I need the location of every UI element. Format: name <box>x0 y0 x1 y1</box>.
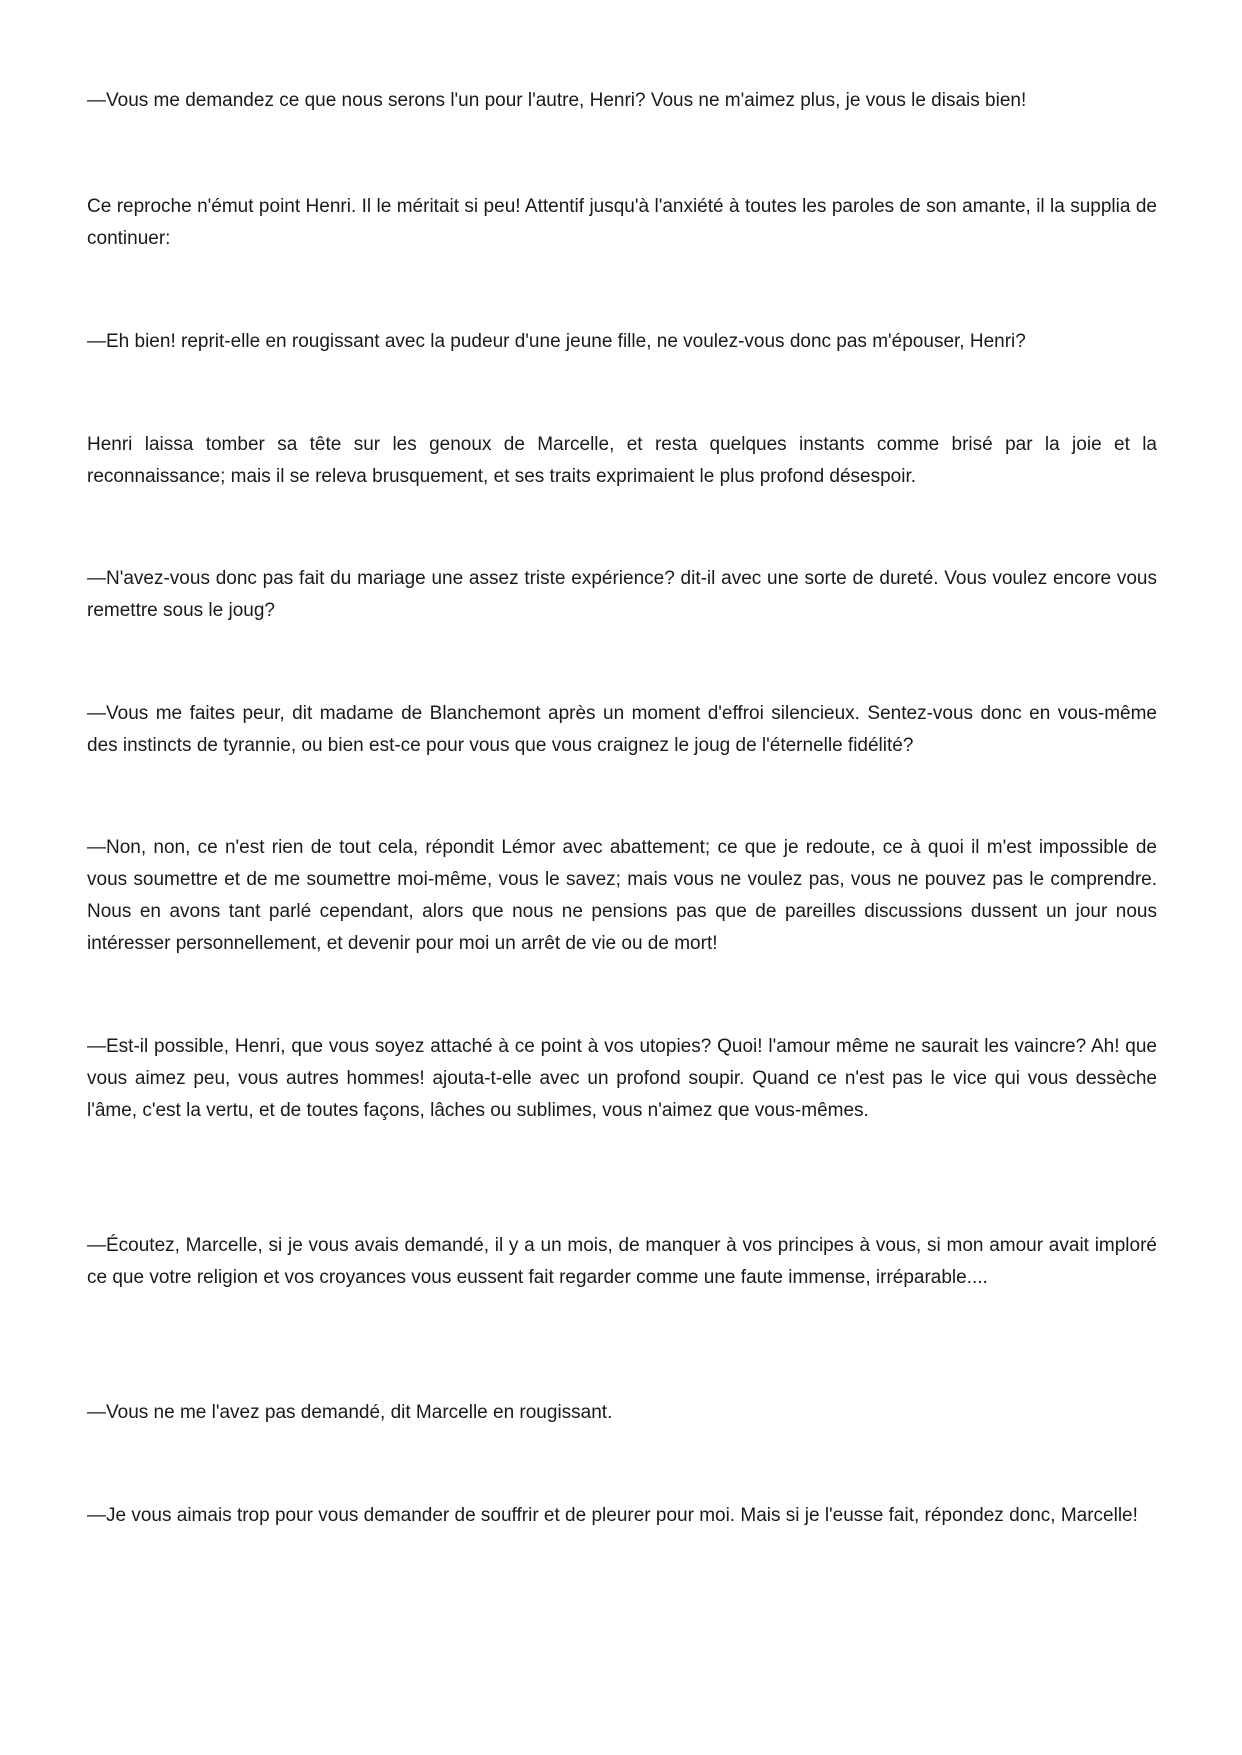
paragraph-3: —Eh bien! reprit-elle en rougissant avec la pudeur d'une jeune fille, ne voulez-vous donc pas m'épouser, Henri? <box>87 331 1026 352</box>
paragraph-6: —Vous me faites peur, dit madame de Blanchemont après un moment d'effroi silencieux. Sentez-vous donc en vous-même des instincts de tyrannie, ou bien est-ce pour vous que vous craignez le joug de l'éternelle fidélité? <box>87 703 1157 756</box>
paragraph-9: —Écoutez, Marcelle, si je vous avais demandé, il y a un mois, de manquer à vos principes à vous, si mon amour avait imploré ce que votre religion et vos croyances vous eussent fait regarder comme une faute immense, irréparable.... <box>87 1235 1157 1288</box>
paragraph-5: —N'avez-vous donc pas fait du mariage une assez triste expérience? dit-il avec une sorte de dureté. Vous voulez encore vous remettre sous le joug? <box>87 568 1157 621</box>
paragraph-8: —Est-il possible, Henri, que vous soyez attaché à ce point à vos utopies? Quoi! l'amour même ne saurait les vaincre? Ah! que vous aimez peu, vous autres hommes! ajouta-t-elle avec un profond soupir. Quand ce n'est pas le vice qui vous dessèche l'âme, c'est la vertu, et de toutes façons, lâches ou sublimes, vous n'aimez que vous-mêmes. <box>87 1036 1157 1121</box>
paragraph-1: —Vous me demandez ce que nous serons l'un pour l'autre, Henri? Vous ne m'aimez plus, je vous le disais bien! <box>87 90 1027 111</box>
paragraph-10: —Vous ne me l'avez pas demandé, dit Marcelle en rougissant. <box>87 1402 613 1423</box>
paragraph-11: —Je vous aimais trop pour vous demander de souffrir et de pleurer pour moi. Mais si je l'eusse fait, répondez donc, Marcelle! <box>87 1505 1138 1526</box>
paragraph-7: —Non, non, ce n'est rien de tout cela, répondit Lémor avec abattement; ce que je redoute, ce à quoi il m'est impossible de vous soumettre et de me soumettre moi-même, vous le savez; mais vous ne voulez pas, vous ne pouvez pas le comprendre. Nous en avons tant parlé cependant, alors que nous ne pensions pas que de pareilles discussions dussent un jour nous intéresser personnellement, et devenir pour moi un arrêt de vie ou de mort! <box>87 837 1157 954</box>
paragraph-2: Ce reproche n'émut point Henri. Il le méritait si peu! Attentif jusqu'à l'anxiété à toutes les paroles de son amante, il la supplia de continuer: <box>87 196 1157 249</box>
paragraph-4: Henri laissa tomber sa tête sur les genoux de Marcelle, et resta quelques instants comme brisé par la joie et la reconnaissance; mais il se releva brusquement, et ses traits exprimaient le plus profond désespoir. <box>87 434 1157 487</box>
